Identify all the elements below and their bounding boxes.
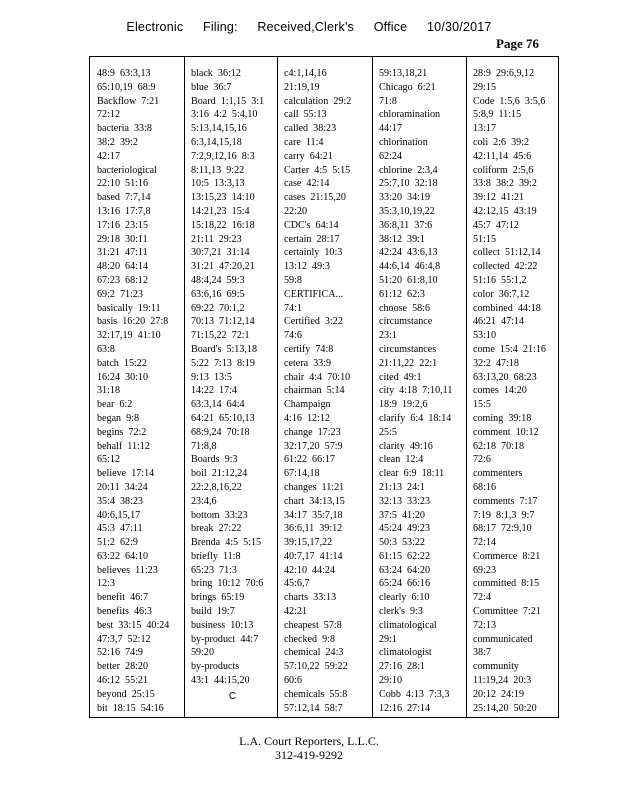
index-entry: 40:7,17 41:14 bbox=[284, 550, 343, 562]
index-entry: 37:5 41:20 bbox=[379, 509, 425, 521]
index-entry: black 36:12 bbox=[191, 68, 241, 79]
index-entry: climatological bbox=[379, 619, 437, 631]
index-entry: 44:6,14 46:4,8 bbox=[379, 261, 441, 273]
index-entry: chemical 24:3 bbox=[284, 647, 344, 659]
index-entry: changes 11:21 bbox=[284, 481, 345, 493]
index-entry: bottom 33:23 bbox=[191, 509, 248, 521]
index-entry: 32:2 47:18 bbox=[473, 357, 519, 369]
column-entries bbox=[473, 67, 557, 715]
index-entry: 51:15 bbox=[473, 233, 496, 245]
index-entry: 68:16 bbox=[473, 481, 496, 493]
index-column-5 bbox=[466, 57, 560, 717]
footer-company: L.A. Court Reporters, L.L.C. bbox=[239, 734, 379, 748]
index-entry: Carter 4:5 5:15 bbox=[284, 164, 351, 176]
index-entry: bacteriological bbox=[97, 164, 157, 176]
index-entry: 31:21 47:11 bbox=[97, 247, 148, 259]
index-entry: 42:24 43:6,13 bbox=[379, 247, 438, 259]
index-entry: communicated bbox=[473, 633, 533, 645]
index-entry: 42:12,15 43:19 bbox=[473, 205, 537, 217]
index-entry: clerk's 9:3 bbox=[379, 606, 423, 618]
index-entry: Brenda 4:5 5:15 bbox=[191, 537, 262, 549]
index-entry: basis 16:20 27:8 bbox=[97, 316, 169, 328]
index-entry: community bbox=[473, 661, 519, 673]
index-entry: 68:17 72:9,10 bbox=[473, 523, 532, 535]
header-electronic: Electronic bbox=[126, 20, 184, 34]
index-entry: 20:12 24:19 bbox=[473, 688, 525, 700]
index-entry: Champaign bbox=[284, 399, 331, 411]
index-entry: certain 28:17 bbox=[284, 233, 340, 245]
index-entry: clarify 6:4 18:14 bbox=[379, 412, 452, 424]
index-entry: 44:17 bbox=[379, 123, 402, 135]
index-entry: comes 14:20 bbox=[473, 385, 527, 397]
index-entry: Committee 7:21 bbox=[473, 606, 541, 618]
index-entry: Code 1:5,6 3:5,6 bbox=[473, 95, 546, 107]
index-entry: 12:16 27:14 bbox=[379, 702, 431, 714]
index-entry: 39:15,17,22 bbox=[284, 537, 333, 549]
index-entry: 59:13,18,21 bbox=[379, 68, 428, 79]
index-entry: 23:1 bbox=[379, 330, 397, 342]
index-entry: 14:22 17:4 bbox=[191, 385, 237, 397]
index-entry: 29:10 bbox=[379, 675, 402, 687]
index-entry: city 4:18 7:10,11 bbox=[379, 385, 453, 397]
index-entry: 28:9 29:6,9,12 bbox=[473, 68, 535, 79]
index-entry: 42:21 bbox=[284, 606, 307, 618]
index-entry: business 10:13 bbox=[191, 619, 254, 631]
index-entry: 10:5 13:3,13 bbox=[191, 178, 245, 190]
index-entry: best 33:15 40:24 bbox=[97, 619, 170, 631]
index-entry: 65:24 66:16 bbox=[379, 578, 431, 590]
index-entry: chart 34:13,15 bbox=[284, 495, 345, 507]
index-entry: bacteria 33:8 bbox=[97, 123, 152, 135]
index-entry: cases 21:15,20 bbox=[284, 192, 346, 204]
index-entry: clear 6:9 18:11 bbox=[379, 468, 445, 480]
index-entry: believe 17:14 bbox=[97, 468, 155, 480]
index-entry: 69:22 70:1,2 bbox=[191, 302, 245, 314]
index-entry: chemicals 55:8 bbox=[284, 688, 348, 700]
index-entry: 22:10 51:16 bbox=[97, 178, 149, 190]
index-entry: 63:8 bbox=[97, 343, 115, 355]
index-entry: 62:18 70:18 bbox=[473, 440, 525, 452]
index-entry: basically 19:11 bbox=[97, 302, 161, 314]
index-entry: 15:18,22 16:18 bbox=[191, 219, 255, 231]
index-entry: 18:9 19:2,6 bbox=[379, 399, 428, 411]
index-entry: 13:17 bbox=[473, 123, 496, 135]
index-entry: 22:2,8,16,22 bbox=[191, 481, 242, 493]
index-entry: 22:20 bbox=[284, 205, 307, 217]
index-entry: 51:2 62:9 bbox=[97, 537, 138, 549]
index-entry: 74:6 bbox=[284, 330, 302, 342]
index-entry: 7:2,9,12,16 8:3 bbox=[191, 150, 255, 162]
index-entry: cited 49:1 bbox=[379, 371, 422, 383]
index-entry: benefits 46:3 bbox=[97, 606, 152, 618]
index-entry: 20:11 34:24 bbox=[97, 481, 148, 493]
index-entry: 72:4 bbox=[473, 592, 491, 604]
index-entry: 72:6 bbox=[473, 454, 491, 466]
index-entry: 30:7,21 31:14 bbox=[191, 247, 250, 259]
index-entry: carry 64:21 bbox=[284, 150, 333, 162]
index-entry: change 17:23 bbox=[284, 426, 341, 438]
index-entry: 45:24 49:23 bbox=[379, 523, 431, 535]
index-entry: 68:9,24 70:18 bbox=[191, 426, 250, 438]
index-entry: 64:21 65:10,13 bbox=[191, 412, 255, 424]
index-entry: Chicago 6:21 bbox=[379, 81, 436, 93]
index-entry: color 36:7,12 bbox=[473, 288, 530, 300]
index-entry: 40:6,15,17 bbox=[97, 509, 141, 521]
index-entry: blue 36:7 bbox=[191, 81, 232, 93]
index-entry: 42:10 44:24 bbox=[284, 564, 336, 576]
index-entry: 38:2 39:2 bbox=[97, 136, 138, 148]
index-entry: 39:12 41:21 bbox=[473, 192, 525, 204]
index-entry: 51:16 55:1,2 bbox=[473, 274, 527, 286]
index-entry: 21:11 29:23 bbox=[191, 233, 242, 245]
index-entry: 29:1 bbox=[379, 633, 397, 645]
index-entry: 4:16 12:12 bbox=[284, 412, 330, 424]
index-entry: checked 9:8 bbox=[284, 633, 336, 645]
index-entry: better 28:20 bbox=[97, 661, 149, 673]
index-entry: 46:21 47:14 bbox=[473, 316, 525, 328]
index-entry: coli 2:6 39:2 bbox=[473, 136, 530, 148]
index-entry: circumstances bbox=[379, 343, 437, 355]
index-entry: case 42:14 bbox=[284, 178, 330, 190]
index-entry: 32:17,19 41:10 bbox=[97, 330, 161, 342]
index-entry: 59:8 bbox=[284, 274, 302, 286]
footer-phone: 312-419-9292 bbox=[275, 748, 343, 762]
index-entry: 57:12,14 58:7 bbox=[284, 702, 343, 714]
index-entry: 29:18 30:11 bbox=[97, 233, 148, 245]
index-entry: 9:13 13:5 bbox=[191, 371, 232, 383]
index-entry: certainly 10:3 bbox=[284, 247, 343, 259]
index-entry: 70:13 71:12,14 bbox=[191, 316, 255, 328]
index-entry: chlorination bbox=[379, 136, 428, 148]
index-entry: 14:21,23 15:4 bbox=[191, 205, 250, 217]
index-entry: brings 65:19 bbox=[191, 592, 245, 604]
page-number: Page 76 bbox=[496, 36, 539, 51]
index-entry: 61:12 62:3 bbox=[379, 288, 425, 300]
index-entry: 46:12 55:21 bbox=[97, 675, 149, 687]
index-entry: come 15:4 21:16 bbox=[473, 343, 546, 355]
index-entry: 65:12 bbox=[97, 454, 120, 466]
index-entry: 45:3 47:11 bbox=[97, 523, 143, 535]
index-entry: 63:13,20 68:23 bbox=[473, 371, 537, 383]
index-entry: comment 10:12 bbox=[473, 426, 539, 438]
index-entry: 21:11,22 22:1 bbox=[379, 357, 438, 369]
index-entry: 15:5 bbox=[473, 399, 491, 411]
index-entry: 25:14,20 50:20 bbox=[473, 702, 537, 714]
index-entry: 36:6,11 39:12 bbox=[284, 523, 343, 535]
index-entry: 63:24 64:20 bbox=[379, 564, 431, 576]
header-date: 10/30/2017 bbox=[427, 20, 492, 34]
index-entry: 23:4,6 bbox=[191, 495, 217, 507]
index-entry: bring 10:12 70:6 bbox=[191, 578, 264, 590]
index-entry: combined 44:18 bbox=[473, 302, 541, 314]
index-entry: 72:13 bbox=[473, 619, 496, 631]
index-entry: 48:20 64:14 bbox=[97, 261, 149, 273]
index-entry: clearly 6:10 bbox=[379, 592, 430, 604]
index-entry: benefit 46:7 bbox=[97, 592, 149, 604]
index-entry: 50:3 53:22 bbox=[379, 537, 425, 549]
index-entry: behalf 11:12 bbox=[97, 440, 150, 452]
index-entry: 3:16 4:2 5:4,10 bbox=[191, 109, 258, 121]
column-entries bbox=[97, 67, 181, 715]
index-entry: 71:8 bbox=[379, 95, 397, 107]
index-entry: clean 12:4 bbox=[379, 454, 424, 466]
index-entry: build 19:7 bbox=[191, 606, 235, 618]
index-entry: by-product 44:7 bbox=[191, 633, 259, 645]
index-entry: 48:4,24 59:3 bbox=[191, 274, 245, 286]
index-entry: 51:20 61:8,10 bbox=[379, 274, 438, 286]
index-entry: climatologist bbox=[379, 647, 432, 659]
index-entry: 45:7 47:12 bbox=[473, 219, 519, 231]
index-entry: collect 51:12,14 bbox=[473, 247, 541, 259]
index-entry: boil 21:12,24 bbox=[191, 468, 248, 480]
index-entry: 52:16 74:9 bbox=[97, 647, 143, 659]
index-entry: choose 58:6 bbox=[379, 302, 431, 314]
index-entry: chair 4:4 70:10 bbox=[284, 371, 351, 383]
index-entry: 43:1 44:15,20 bbox=[191, 675, 250, 687]
index-column-3 bbox=[277, 57, 372, 717]
index-entry: charts 33:13 bbox=[284, 592, 337, 604]
index-entry: 38:7 bbox=[473, 647, 491, 659]
header-office: Office bbox=[373, 20, 408, 34]
index-entry: 61:15 62:22 bbox=[379, 550, 431, 562]
index-entry: 45:6,7 bbox=[284, 578, 310, 590]
header-received: Received,Clerk's bbox=[257, 20, 355, 34]
section-letter: C bbox=[228, 690, 237, 702]
index-entry: 31:21 47:20,21 bbox=[191, 261, 255, 273]
index-entry: 69:23 bbox=[473, 564, 496, 576]
index-entry: believes 11:23 bbox=[97, 564, 158, 576]
index-entry: Certified 3:22 bbox=[284, 316, 343, 328]
index-entry: c4:1,14,16 bbox=[284, 68, 327, 79]
index-entry: 42:17 bbox=[97, 150, 120, 162]
index-entry: 42:11,14 45:6 bbox=[473, 150, 532, 162]
index-entry: chairman 5:14 bbox=[284, 385, 345, 397]
index-entry: Backflow 7:21 bbox=[97, 95, 160, 107]
index-entry: calculation 29:2 bbox=[284, 95, 352, 107]
index-column-4 bbox=[372, 57, 466, 717]
index-entry: coliform 2:5,6 bbox=[473, 164, 534, 176]
index-entry: 38:12 39:1 bbox=[379, 233, 425, 245]
index-entry: collected 42:22 bbox=[473, 261, 538, 273]
index-entry: 29:15 bbox=[473, 81, 496, 93]
index-entry: 13:12 49:3 bbox=[284, 261, 330, 273]
index-entry: Board's 5:13,18 bbox=[191, 343, 258, 355]
index-entry: 65:10,19 68:9 bbox=[97, 81, 156, 93]
efiling-header bbox=[0, 20, 618, 34]
index-entry: 25:5 bbox=[379, 426, 397, 438]
index-entry: 71:8,8 bbox=[191, 440, 217, 452]
index-entry: 57:10,22 59:22 bbox=[284, 661, 348, 673]
index-entry: care 11:4 bbox=[284, 136, 324, 148]
index-entry: 35:3,10,19,22 bbox=[379, 205, 435, 217]
index-entry: Commerce 8:21 bbox=[473, 550, 541, 562]
index-entry: 33:20 34:19 bbox=[379, 192, 431, 204]
index-entry: 63:6,16 69:5 bbox=[191, 288, 245, 300]
index-entry: 67:23 68:12 bbox=[97, 274, 149, 286]
index-entry: Boards 9:3 bbox=[191, 454, 238, 466]
index-entry: called 38:23 bbox=[284, 123, 337, 135]
index-entry: 63:22 64:10 bbox=[97, 550, 149, 562]
index-entry: 65:23 71:3 bbox=[191, 564, 237, 576]
index-entry: cetera 33:9 bbox=[284, 357, 332, 369]
index-entry: 27:16 28:1 bbox=[379, 661, 425, 673]
index-entry: 8:11,13 9:22 bbox=[191, 164, 245, 176]
index-entry: CERTIFICA... bbox=[284, 288, 344, 300]
index-entry: 53:10 bbox=[473, 330, 496, 342]
index-entry: CDC's 64:14 bbox=[284, 219, 339, 231]
index-entry: briefly 11:8 bbox=[191, 550, 241, 562]
index-entry: 25:7,10 32:18 bbox=[379, 178, 438, 190]
index-entry: 67:14,18 bbox=[284, 468, 320, 480]
index-entry: Board 1:1,15 3:1 bbox=[191, 95, 265, 107]
index-entry: 6:3,14,15,18 bbox=[191, 136, 242, 148]
index-entry: batch 15:22 bbox=[97, 357, 147, 369]
index-entry: 60:6 bbox=[284, 675, 302, 687]
index-entry: call 55:13 bbox=[284, 109, 327, 121]
index-entry: 32:13 33:23 bbox=[379, 495, 431, 507]
index-entry: 21:13 24:1 bbox=[379, 481, 425, 493]
index-entry: circumstance bbox=[379, 316, 433, 328]
index-entry: 5:22 7:13 8:19 bbox=[191, 357, 255, 369]
index-entry: bit 18:15 54:16 bbox=[97, 702, 164, 714]
index-entry: committed 8:15 bbox=[473, 578, 540, 590]
index-entry: 48:9 63:3,13 bbox=[97, 68, 151, 79]
index-entry: 11:19,24 20:3 bbox=[473, 675, 532, 687]
index-column-2 bbox=[184, 57, 277, 717]
index-entry: 16:24 30:10 bbox=[97, 371, 149, 383]
index-entry: commenters bbox=[473, 468, 523, 480]
index-entry: clarity 49:16 bbox=[379, 440, 433, 452]
index-entry: 13:15,23 14:10 bbox=[191, 192, 255, 204]
index-entry: chloramination bbox=[379, 109, 441, 121]
index-entry: 74:1 bbox=[284, 302, 302, 314]
index-entry: 32:17,20 57:9 bbox=[284, 440, 343, 452]
index-entry: 69:2 71:23 bbox=[97, 288, 143, 300]
index-entry: 71:15,22 72:1 bbox=[191, 330, 250, 342]
index-entry: 59:20 bbox=[191, 647, 214, 659]
index-entry: beyond 25:15 bbox=[97, 688, 155, 700]
index-entry: by-products bbox=[191, 661, 240, 673]
index-entry: 36:8,11 37:6 bbox=[379, 219, 433, 231]
index-entry: 21:19,19 bbox=[284, 81, 320, 93]
index-entry: certify 74:8 bbox=[284, 343, 334, 355]
index-column-1 bbox=[90, 57, 184, 717]
index-entry: Cobb 4:13 7:3,3 bbox=[379, 688, 450, 700]
index-entry: 5:13,14,15,16 bbox=[191, 123, 247, 135]
index-entry: 5:8,9 11:15 bbox=[473, 109, 522, 121]
index-entry: 61:22 66:17 bbox=[284, 454, 336, 466]
index-entry: chlorine 2:3,4 bbox=[379, 164, 438, 176]
index-entry: 31:18 bbox=[97, 385, 120, 397]
index-entry: break 27:22 bbox=[191, 523, 242, 535]
index-entry: 63:3,14 64:4 bbox=[191, 399, 245, 411]
index-entry: 12:3 bbox=[97, 578, 115, 590]
index-frame bbox=[89, 56, 559, 718]
index-entry: 62:24 bbox=[379, 150, 402, 162]
index-entry: 17:16 23:15 bbox=[97, 219, 149, 231]
index-entry: based 7:7,14 bbox=[97, 192, 151, 204]
index-entry: 13:16 17:7,8 bbox=[97, 205, 151, 217]
index-entry: 33:8 38:2 39:2 bbox=[473, 178, 537, 190]
index-entry: began 9:8 bbox=[97, 412, 140, 424]
header-filing: Filing: bbox=[202, 20, 238, 34]
index-entry: 34:17 35:7,18 bbox=[284, 509, 343, 521]
index-entry: coming 39:18 bbox=[473, 412, 532, 424]
index-entry: begins 72:2 bbox=[97, 426, 147, 438]
column-entries bbox=[191, 67, 274, 704]
index-entry: 47:3,7 52:12 bbox=[97, 633, 151, 645]
index-entry: comments 7:17 bbox=[473, 495, 538, 507]
index-entry: 7:19 8:1,3 9:7 bbox=[473, 509, 535, 521]
column-entries bbox=[379, 67, 463, 715]
index-entry: bear 6:2 bbox=[97, 399, 133, 411]
index-entry: cheapest 57:8 bbox=[284, 619, 342, 631]
index-entry: 72:12 bbox=[97, 109, 120, 121]
column-entries bbox=[284, 67, 369, 715]
index-entry: 72:14 bbox=[473, 537, 496, 549]
index-entry: 35:4 38:23 bbox=[97, 495, 143, 507]
